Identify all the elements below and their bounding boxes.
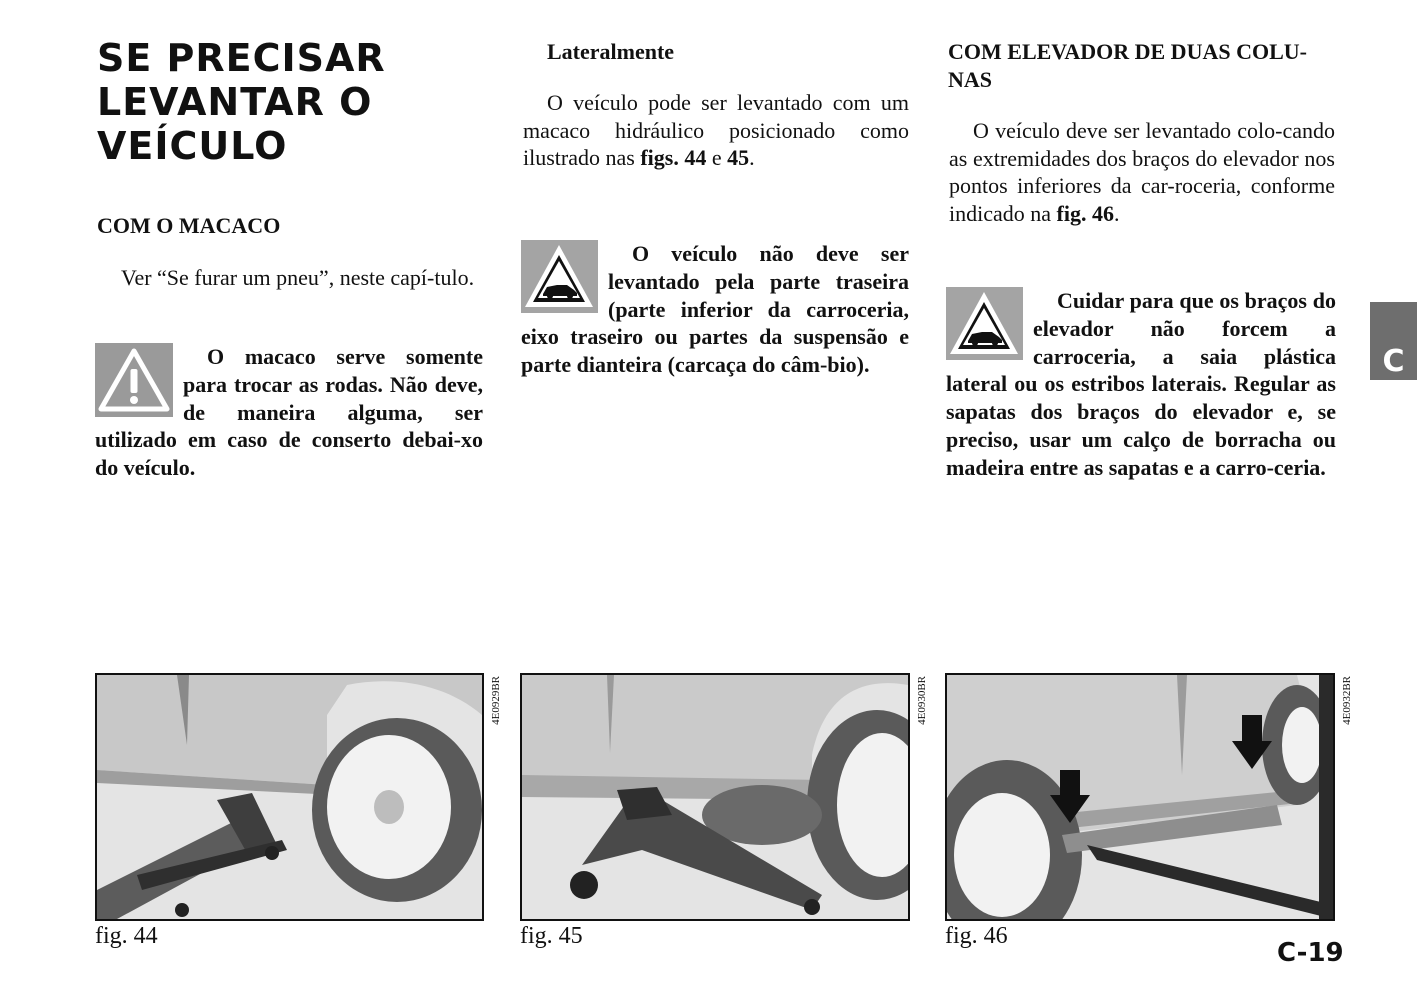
chapter-tab-label: C (1382, 344, 1405, 379)
figure-45-code: 4E0930BR (916, 676, 928, 725)
ref-figs-44: figs. 44 (640, 145, 707, 170)
ref-fig-46: fig. 46 (1056, 200, 1114, 226)
warning-text-2: O veículo não deve ser levantado pela parte traseira (parte inferior da carroceria, eixo traseiro ou partes da suspensão e parte dianteira (carcaça do câm-bio). (521, 241, 909, 378)
warning-block-2 (521, 240, 909, 379)
title-line-3: VEÍCULO (97, 124, 288, 168)
figure-45-image (520, 673, 910, 921)
warning-block-3 (946, 287, 1336, 482)
warning-block-1 (95, 343, 483, 482)
heading-elevador (948, 38, 1336, 94)
figure-44-image (95, 673, 484, 921)
warning-car-lift-icon-2 (946, 287, 1023, 360)
heading-elevador-line-2: NAS (948, 67, 993, 92)
title-line-1: SE PRECISAR (97, 36, 386, 80)
para-lateral-mid: e (706, 145, 728, 170)
para-elevador-text: O veículo deve ser levantado colo-cando as extremidades dos braços do elevador nos pontos inferiores da car-roceria, conforme indicado na (949, 118, 1335, 226)
para-lateralmente (523, 89, 909, 172)
figure-44-caption: fig. 44 (95, 923, 158, 949)
warning-car-lift-icon (521, 240, 598, 313)
ref-fig-45: 45 (727, 145, 750, 170)
page-title (97, 36, 497, 168)
warning-exclamation-icon (95, 343, 173, 417)
para-elevador-end: . (1113, 200, 1120, 226)
para-lateral-text: O veículo pode ser levantado com um macaco hidráulico posicionado como ilustrado nas (523, 90, 909, 170)
figure-44-code: 4E0929BR (490, 676, 502, 725)
title-line-2: LEVANTAR O (97, 80, 373, 124)
chapter-tab (1370, 302, 1417, 380)
figure-46-code: 4E0932BR (1341, 676, 1353, 725)
page-number: C-19 (1277, 938, 1344, 968)
figure-45-caption: fig. 45 (520, 923, 583, 949)
figure-46-caption: fig. 46 (945, 923, 1008, 949)
heading-elevador-line-1: COM ELEVADOR DE DUAS COLU- (948, 39, 1307, 64)
heading-lateralmente: Lateralmente (547, 39, 675, 64)
figure-46-image (945, 673, 1335, 921)
para-ver-pneu: Ver “Se furar um pneu”, neste capí-tulo. (121, 265, 475, 290)
para-elevador (949, 117, 1335, 227)
para-lateral-end: . (749, 145, 755, 170)
heading-com-o-macaco: COM O MACACO (97, 213, 281, 238)
warning-text-1: O macaco serve somente para trocar as rodas. Não deve, de maneira alguma, ser utilizado em caso de conserto debai-xo do veículo. (95, 344, 483, 481)
warning-text-3: Cuidar para que os braços do elevador não forcem a carroceria, a saia plástica lateral ou os estribos laterais. Regular as sapatas dos braços do elevador e, se preciso, usar um calço de borracha ou madeira entre as sapatas e a carro-ceria. (946, 288, 1336, 480)
